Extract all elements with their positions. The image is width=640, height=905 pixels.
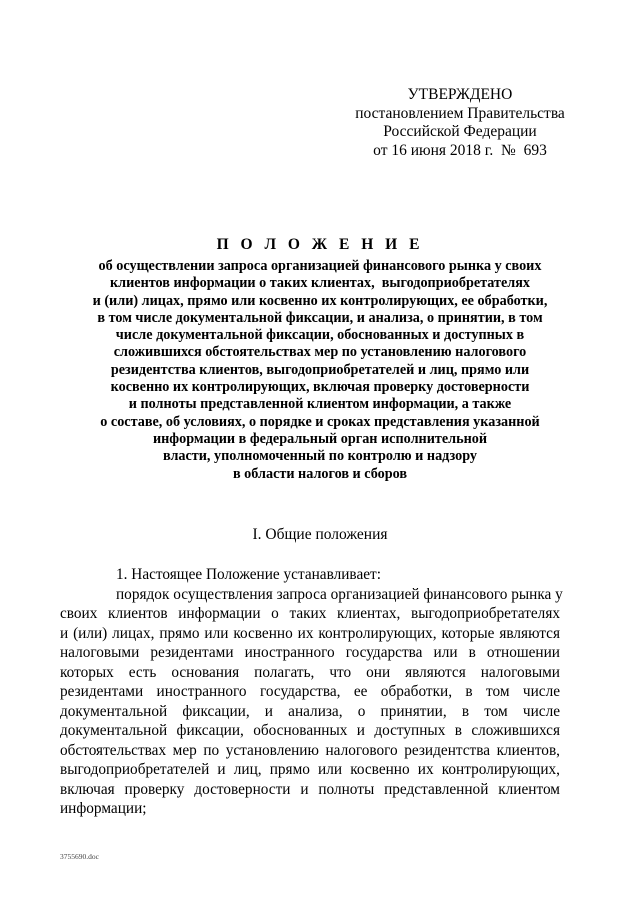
subtitle-line: об осуществлении запроса организацией финансового рынка у своих <box>98 258 542 274</box>
subtitle-line: клиентов информации о таких клиентах, выгодоприобретателях <box>109 275 531 292</box>
subtitle-line: информации в федеральный орган исполнительной <box>152 430 488 447</box>
paragraph-line: порядок осуществления запроса организацией финансового рынка у <box>116 585 563 603</box>
paragraph-line: обстоятельствах мер по установлению налогового резидентства клиентов, <box>60 741 560 759</box>
paragraph-line: резидентами иностранного государства, ее обработки, в том числе <box>60 683 560 700</box>
paragraph-line: своих клиентов информации о таких клиентах, выгодоприобретателях <box>60 605 560 622</box>
subtitle-line: о составе, об условиях, о порядке и сроках представления указанной <box>100 413 540 430</box>
section-heading: I. Общие положения <box>252 526 388 543</box>
paragraph-line: документальной фиксации, обоснованных и доступных в сложившихся <box>60 722 560 739</box>
paragraph-line: информации; <box>60 800 147 817</box>
document-body <box>60 565 563 819</box>
subtitle-line: в области налогов и сборов <box>232 465 408 482</box>
document-subtitle <box>60 258 580 483</box>
subtitle-line: власти, уполномоченный по контролю и надзору <box>162 448 478 465</box>
paragraph-line: выгодоприобретателей и лиц, прямо или косвенно их контролирующих, <box>60 761 560 778</box>
approval-block <box>335 86 585 160</box>
document-title: П О Л О Ж Е Н И Е <box>216 236 424 253</box>
subtitle-line: числе документальной фиксации, обоснованных и доступных в <box>115 327 525 344</box>
paragraph-line: которых есть основания полагать, что они являются налоговыми <box>60 663 560 681</box>
subtitle-line: резидентства клиентов, выгодоприобретателей и лиц, прямо или <box>110 361 530 378</box>
paragraph-1: 1. Настоящее Положение устанавливает: <box>116 566 381 583</box>
subtitle-line: и (или) лицах, прямо или косвенно их контролирующих, ее обработки, <box>92 292 548 309</box>
paragraph-line: включая проверку достоверности и полноты представленной клиентом <box>60 780 560 798</box>
subtitle-line: и полноты представленной клиентом информации, а также <box>128 396 512 413</box>
subtitle-line: сложившихся обстоятельствах мер по установлению налогового <box>113 344 527 361</box>
approval-line-4: от 16 июня 2018 г. № 693 <box>373 141 547 159</box>
paragraph-line: налоговыми резидентами иностранного государства или в отношении <box>60 644 560 661</box>
approval-line-3: Российской Федерации <box>383 123 537 140</box>
file-name-footer: 3755690.doc <box>60 852 99 861</box>
subtitle-line: в том числе документальной фиксации, и анализа, о принятии, в том <box>97 309 543 326</box>
paragraph-line: документальной фиксации, и анализа, о принятии, в том числе <box>60 702 560 720</box>
approval-line-1: УТВЕРЖДЕНО <box>407 86 513 103</box>
subtitle-line: косвенно их контролирующих, включая проверку достоверности <box>110 379 530 396</box>
paragraph-line: и (или) лицах, прямо или косвенно их контролирующих, которые являются <box>60 624 560 642</box>
approval-line-2: постановлением Правительства <box>355 104 565 122</box>
